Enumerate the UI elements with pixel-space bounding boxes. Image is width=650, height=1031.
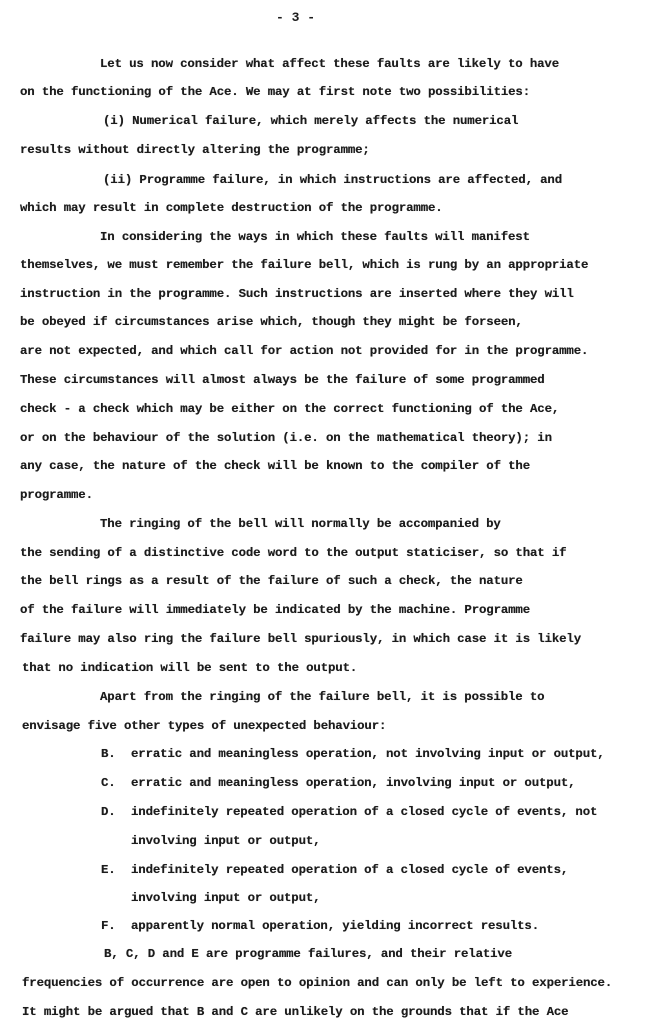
text-line: (i) Numerical failure, which merely affects the numerical (103, 114, 519, 128)
text-line: check - a check which may be either on the correct functioning of the Ace, (20, 402, 560, 416)
list-item (101, 804, 597, 820)
list-item-text: erratic and meaningless operation, involving input or output, (131, 776, 576, 790)
list-item (101, 833, 320, 849)
text-line: are not expected, and which call for action not provided for in the programme. (20, 344, 589, 358)
list-item-letter: F. (101, 919, 116, 933)
text-line: which may result in complete destruction of the programme. (20, 201, 443, 215)
text-line: It might be argued that B and C are unlikely on the grounds that if the Ace (22, 1005, 569, 1019)
text-line: of the failure will immediately be indicated by the machine. Programme (20, 603, 530, 617)
text-line: envisage five other types of unexpected behaviour: (22, 719, 387, 733)
text-line: These circumstances will almost always be the failure of some programmed (20, 373, 545, 387)
text-line: be obeyed if circumstances arise which, though they might be forseen, (20, 315, 523, 329)
list-item-text: erratic and meaningless operation, not involving input or output, (131, 747, 605, 761)
list-item-text: involving input or output, (131, 891, 321, 905)
text-line: the sending of a distinctive code word to the output staticiser, so that if (20, 546, 567, 560)
text-line: any case, the nature of the check will be known to the compiler of the (20, 459, 530, 473)
list-item (101, 746, 605, 762)
text-line: on the functioning of the Ace. We may at first note two possibilities: (20, 85, 530, 99)
list-item-letter: D. (101, 805, 116, 819)
text-line: frequencies of occurrence are open to opinion and can only be left to experience. (22, 976, 613, 990)
text-line: failure may also ring the failure bell spuriously, in which case it is likely (20, 632, 581, 646)
list-item (101, 862, 568, 878)
text-line: B, C, D and E are programme failures, and their relative (104, 947, 512, 961)
text-line: instruction in the programme. Such instructions are inserted where they will (20, 287, 574, 301)
text-line: Apart from the ringing of the failure bell, it is possible to (100, 690, 545, 704)
text-line: the bell rings as a result of the failure of such a check, the nature (20, 574, 523, 588)
text-line: themselves, we must remember the failure bell, which is rung by an appropriate (20, 258, 589, 272)
list-item-letter: E. (101, 863, 116, 877)
text-line: results without directly altering the programme; (20, 143, 370, 157)
list-item (101, 775, 575, 791)
list-item-text: involving input or output, (131, 834, 321, 848)
text-line: The ringing of the bell will normally be accompanied by (100, 517, 501, 531)
page-number: - 3 - (276, 10, 316, 25)
list-item-letter: B. (101, 747, 116, 761)
text-line: In considering the ways in which these faults will manifest (100, 230, 530, 244)
list-item-letter: C. (101, 776, 116, 790)
list-item-text: indefinitely repeated operation of a closed cycle of events, (131, 863, 569, 877)
text-line: (ii) Programme failure, in which instructions are affected, and (103, 173, 562, 187)
text-line: programme. (20, 488, 93, 502)
list-item (101, 890, 320, 906)
text-line: Let us now consider what affect these faults are likely to have (100, 57, 559, 71)
text-line: that no indication will be sent to the output. (22, 661, 358, 675)
list-item (101, 918, 539, 934)
list-item-text: apparently normal operation, yielding incorrect results. (131, 919, 539, 933)
text-line: or on the behaviour of the solution (i.e. on the mathematical theory); in (20, 431, 552, 445)
list-item-text: indefinitely repeated operation of a closed cycle of events, not (131, 805, 598, 819)
